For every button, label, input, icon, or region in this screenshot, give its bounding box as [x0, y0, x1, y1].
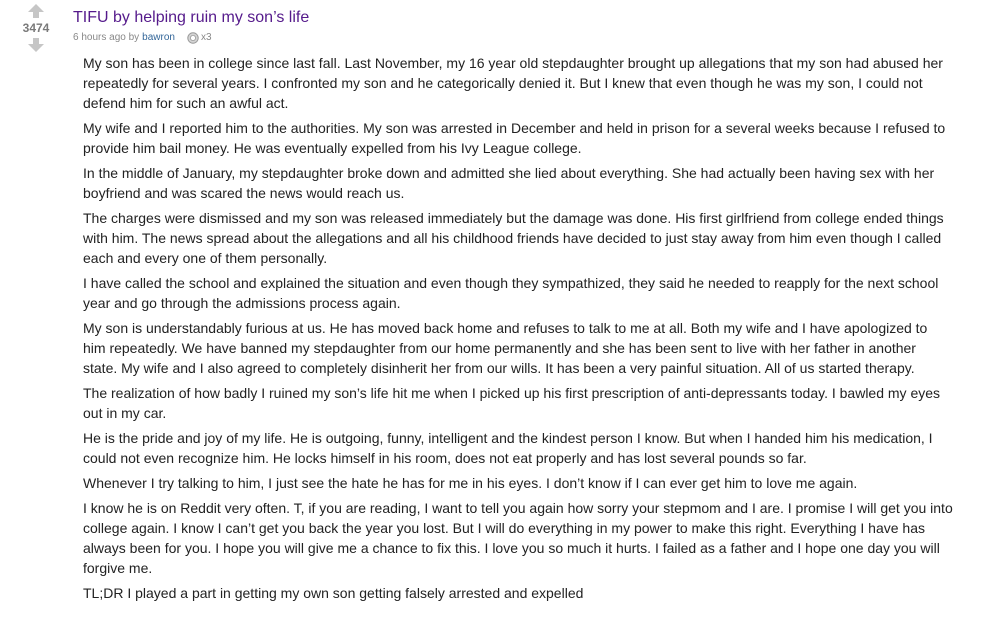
- post-paragraph: My wife and I reported him to the authorities. My son was arrested in December and held in prison for a several weeks because I refused to provide him bail money. He was eventually expelled from his Ivy League college.: [83, 120, 946, 156]
- post-paragraph: In the middle of January, my stepdaughter broke down and admitted she lied about everything. She had actually been having sex with her boyfriend and was scared the news would reach us.: [83, 165, 935, 201]
- post-paragraph: My son has been in college since last fall. Last November, my 16 year old stepdaughter brought up allegations that my son had abused her repeatedly for several years. I confronted my son and he categorically denied it. But I knew that even though he was my son, I could not defend him for such an awful act.: [83, 55, 943, 111]
- award-badge[interactable]: [187, 31, 212, 45]
- post-paragraph: He is the pride and joy of my life. He is outgoing, funny, intelligent and the kindest person I know. But when I handed him his medication, I could not even recognize him. He locks himself in his room, does not eat properly and has lost several pounds so far.: [83, 430, 933, 466]
- post-paragraph: I have called the school and explained the situation and even though they sympathized, they said he needed to reapply for the next school year and go through the admissions process again.: [83, 275, 939, 311]
- post-paragraph: The realization of how badly I ruined my son’s life hit me when I picked up his first prescription of anti-depressants today. I bawled my eyes out in my car.: [83, 385, 941, 421]
- post-paragraph: Whenever I try talking to him, I just see the hate he has for me in his eyes. I don’t know if I can ever get him to love me again.: [83, 475, 858, 491]
- post-tagline: [73, 31, 980, 45]
- post-time: 6 hours ago by: [73, 32, 140, 43]
- post-body: [83, 53, 953, 608]
- silver-award-icon: [187, 32, 199, 44]
- post-paragraph: My son is understandably furious at us. He has moved back home and refuses to talk to me at all. Both my wife and I have apologized to him repeatedly. We have banned my stepdaughter from our home permanently and she has been sent to live with her father in another state. My wife and I also agreed to completely disinherit her from our wills. It has been a very painful situation. All of us started therapy.: [83, 320, 928, 376]
- post-tldr: TL;DR I played a part in getting my own son getting falsely arrested and expelled: [83, 585, 584, 601]
- post-header: [73, 8, 980, 45]
- post-paragraph: The charges were dismissed and my son was released immediately but the damage was done. His first girlfriend from college ended things with him. The news spread about the allegations and all his childhood friends have decided to just stay away from him even though I called each and every one of them personally.: [83, 210, 944, 266]
- post-title-link[interactable]: TIFU by helping ruin my son’s life: [73, 9, 310, 26]
- downvote-arrow-icon[interactable]: [28, 38, 44, 52]
- post-paragraph: I know he is on Reddit very often. T, if you are reading, I want to tell you again how sorry your stepmom and I are. I promise I will get you into college again. I know I can’t get you back the year you lost. But I will do everything in my power to make this right. Everything I have has always been for you. I hope you will give me a chance to fix this. I love you so much it hurts. I failed as a father and I hope one day you will forgive me.: [83, 500, 953, 576]
- upvote-arrow-icon[interactable]: [28, 4, 44, 18]
- award-count: x3: [200, 32, 212, 43]
- post-score: 3474: [22, 21, 50, 35]
- vote-column: [16, 4, 56, 52]
- author-link[interactable]: bawron: [142, 32, 175, 43]
